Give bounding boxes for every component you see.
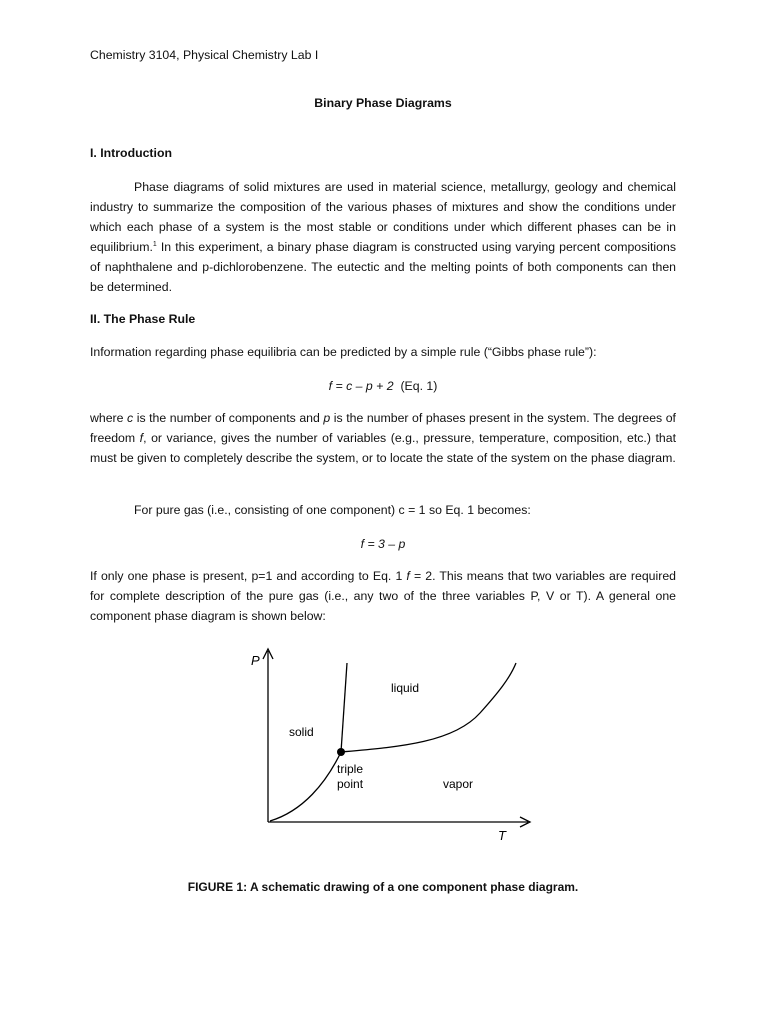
axis-label-p: P (251, 653, 260, 668)
document-title: Binary Phase Diagrams (314, 96, 452, 110)
section-heading-phase-rule: II. The Phase Rule (90, 312, 196, 326)
where-text-1: where (90, 411, 128, 425)
var-c: c (127, 411, 134, 425)
section-heading-introduction: I. Introduction (90, 146, 172, 160)
pure-gas-paragraph: For pure gas (i.e., consisting of one component) c = 1 so Eq. 1 becomes: (134, 503, 531, 517)
equation-2 (90, 534, 676, 554)
equation-2-expression: f = 3 – p (360, 537, 406, 551)
region-label-liquid: liquid (391, 681, 420, 695)
intro-text-2: In this experiment, a binary phase diagram is constructed using varying percent compositions of naphthalene and p-dichlorobenzene. The eutectic and the melting points of both components can then be determined. (90, 240, 676, 294)
equation-1-label: (Eq. 1) (400, 379, 438, 393)
triple-point-marker (337, 748, 345, 756)
equation-1 (90, 376, 676, 396)
where-text-4: , or variance, gives the number of variables (e.g., pressure, temperature, composition, etc.) that must be given to completely describe the system, or to locate the state of the system on the phase diagram. (90, 431, 676, 465)
var-f-2: f (406, 569, 410, 583)
var-p: p (323, 411, 331, 425)
axis-label-t: T (498, 828, 506, 843)
figure-caption: FIGURE 1: A schematic drawing of a one component phase diagram. (187, 880, 579, 894)
one-phase-text-2: = 2. This means that two variables are required for complete description of the pure gas (i.e., any two of the three variables P, V or T). A general one component phase diagram is shown below: (90, 569, 676, 623)
region-label-vapor: vapor (443, 777, 474, 791)
triple-point-label-1: triple (337, 762, 364, 776)
course-header: Chemistry 3104, Physical Chemistry Lab I (90, 48, 319, 62)
intro-paragraph (90, 177, 676, 297)
region-label-solid: solid (289, 725, 314, 739)
where-paragraph (90, 408, 676, 468)
phase-rule-intro: Information regarding phase equilibria can be predicted by a simple rule (“Gibbs phase rule”): (90, 345, 597, 359)
equation-1-expression: f = c – p + 2 (328, 379, 394, 393)
where-text-2: is the number of components and (133, 411, 324, 425)
phase-diagram-figure (248, 643, 538, 848)
var-f: f (139, 431, 144, 445)
one-phase-paragraph (90, 566, 676, 626)
sublimation-curve (270, 752, 341, 821)
melting-curve (341, 663, 347, 752)
footnote-marker: 1 (152, 240, 157, 248)
intro-text-1: Phase diagrams of solid mixtures are used in material science, metallurgy, geology and chemical industry to summarize the composition of the various phases of mixtures and show the conditions under which each phase of a system is the most stable or conditions under which different phases can be in equilibrium. (90, 180, 676, 254)
where-text-3: is the number of phases present in the system. The degrees of freedom (90, 411, 676, 445)
one-phase-text-1: If only one phase is present, p=1 and according to Eq. 1 (90, 569, 407, 583)
vaporization-curve (341, 663, 516, 752)
triple-point-label-2: point (337, 777, 364, 791)
